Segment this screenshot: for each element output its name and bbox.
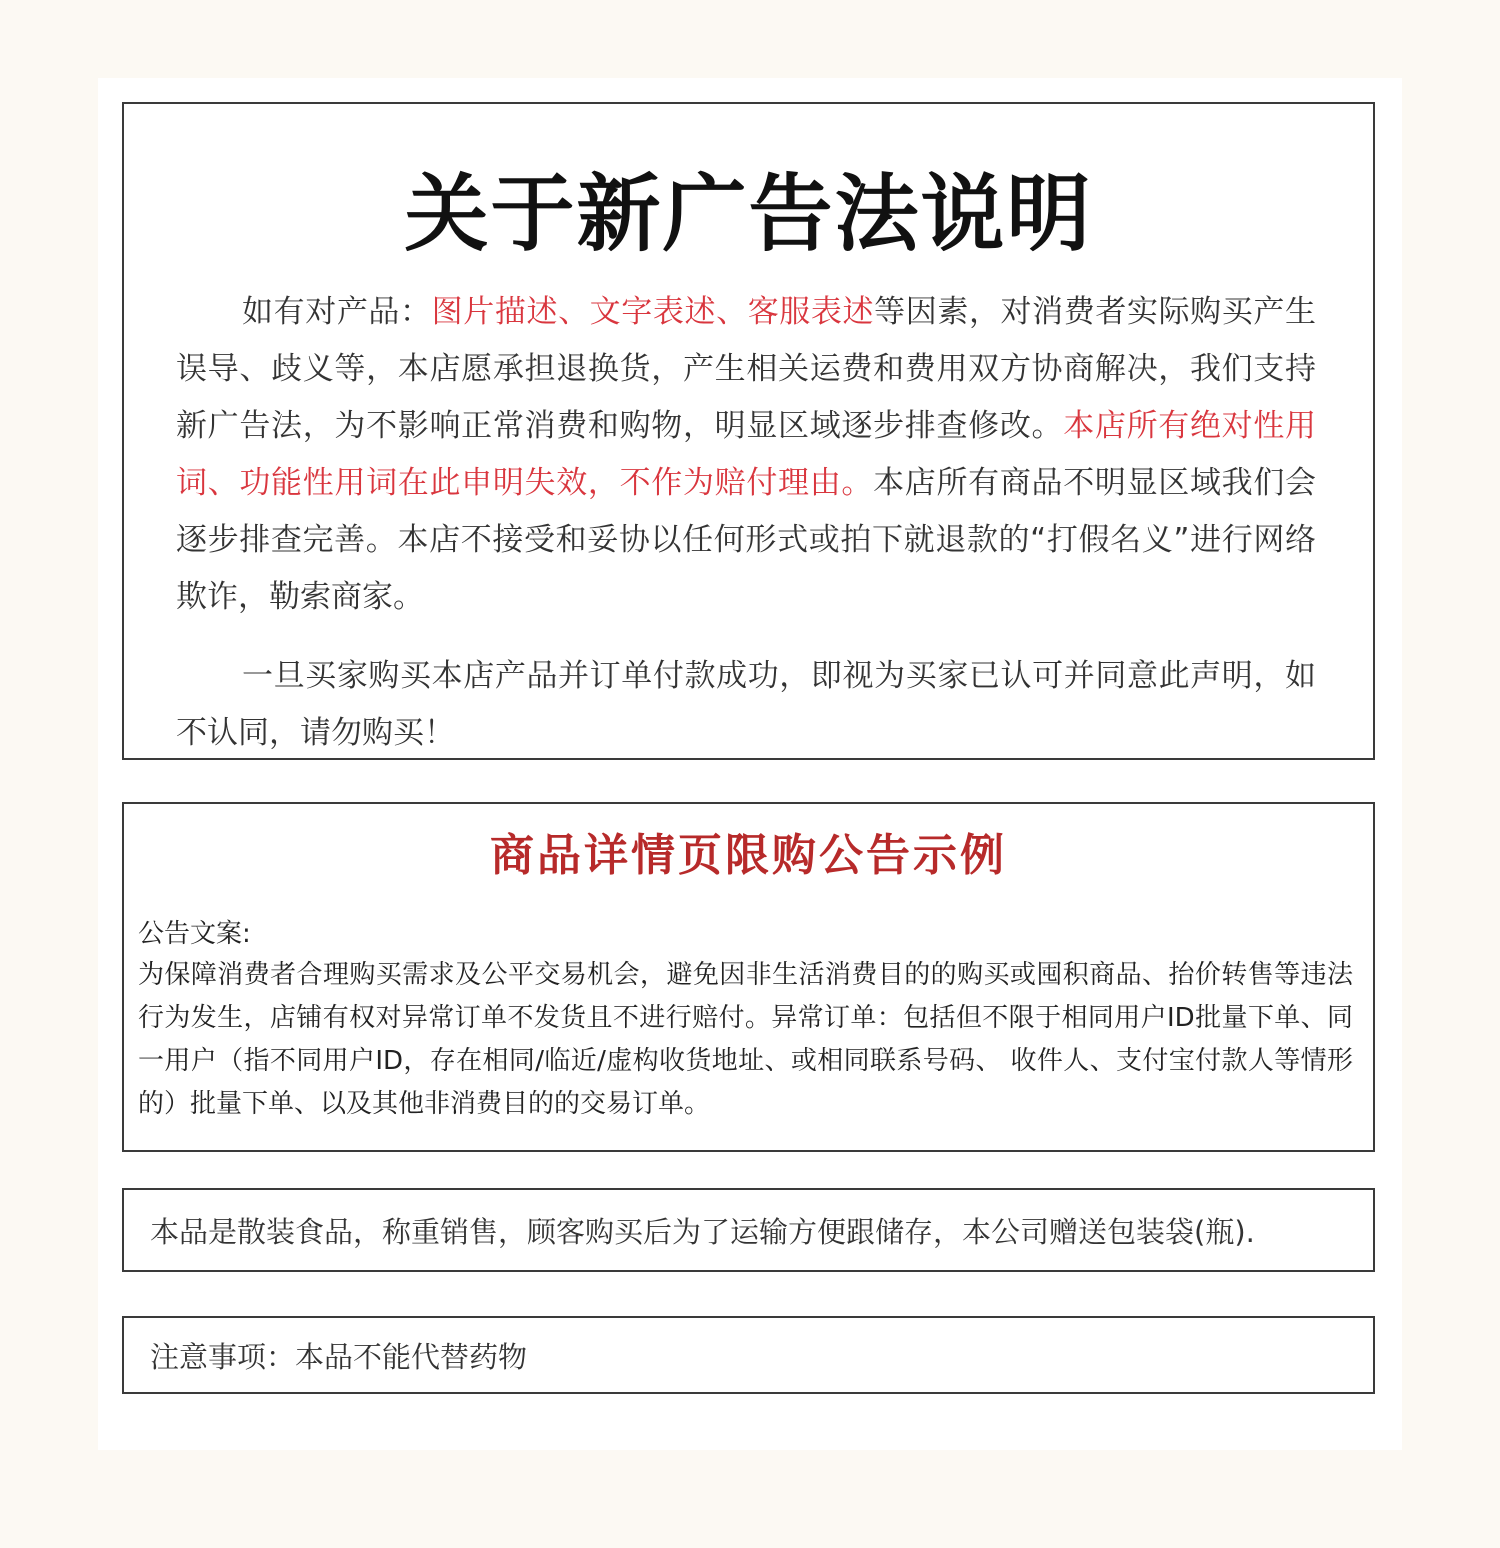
ad-law-ending: 本店所有商品不明显区域我们会逐步排查完善。本店不接受和妥协以任何形式或拍下就退款的“打假名义”进行网络欺诈，勒索商家。	[176, 465, 1317, 615]
caution-note-box	[122, 1316, 1375, 1394]
ad-law-highlight-descriptions: 图片描述、文字表述、客服表述	[431, 294, 875, 330]
ad-law-highlight-disclaimer: 本店所有绝对性用词、功能性用词在此申明失效，不作为赔付理由。	[176, 408, 1317, 501]
bulk-food-note: 本品是散装食品，称重销售，顾客购买后为了运输方便跟储存，本公司赠送包装袋(瓶).	[150, 1214, 1255, 1249]
ad-law-statement-box	[122, 102, 1375, 760]
ad-law-body: 等因素，对消费者实际购买产生误导、歧义等，本店愿承担退换货，产生相关运费和费用双方协商解决，我们支持新广告法，为不影响正常消费和购物，明显区域逐步排查修改。	[176, 294, 1317, 444]
notice-copy-label: 公告文案:	[138, 919, 251, 949]
purchase-limit-title: 商品详情页限购公告示例	[490, 830, 1007, 881]
caution-note: 注意事项：本品不能代替药物	[150, 1339, 528, 1374]
bulk-food-note-box	[122, 1188, 1375, 1272]
ad-law-paragraph-1	[176, 284, 1316, 626]
purchase-limit-notice-box	[122, 802, 1375, 1152]
ad-law-paragraph-2: 一旦买家购买本店产品并订单付款成功，即视为买家已认可并同意此声明，如不认同，请勿购买！	[176, 658, 1316, 751]
ad-law-title: 关于新广告法说明	[404, 165, 1093, 263]
ad-law-intro: 如有对产品：	[242, 294, 432, 330]
notice-copy-body: 为保障消费者合理购买需求及公平交易机会，避免因非生活消费目的的购买或囤积商品、抬价转售等违法行为发生，店铺有权对异常订单不发货且不进行赔付。异常订单：包括但不限于相同用户ID批量下单、同一用户（指不同用户ID，存在相同/临近/虚构收货地址、或相同联系号码、 收件人、支付宝付款人等情形的）批量下单、以及其他非消费目的的交易订单。	[138, 960, 1353, 1119]
